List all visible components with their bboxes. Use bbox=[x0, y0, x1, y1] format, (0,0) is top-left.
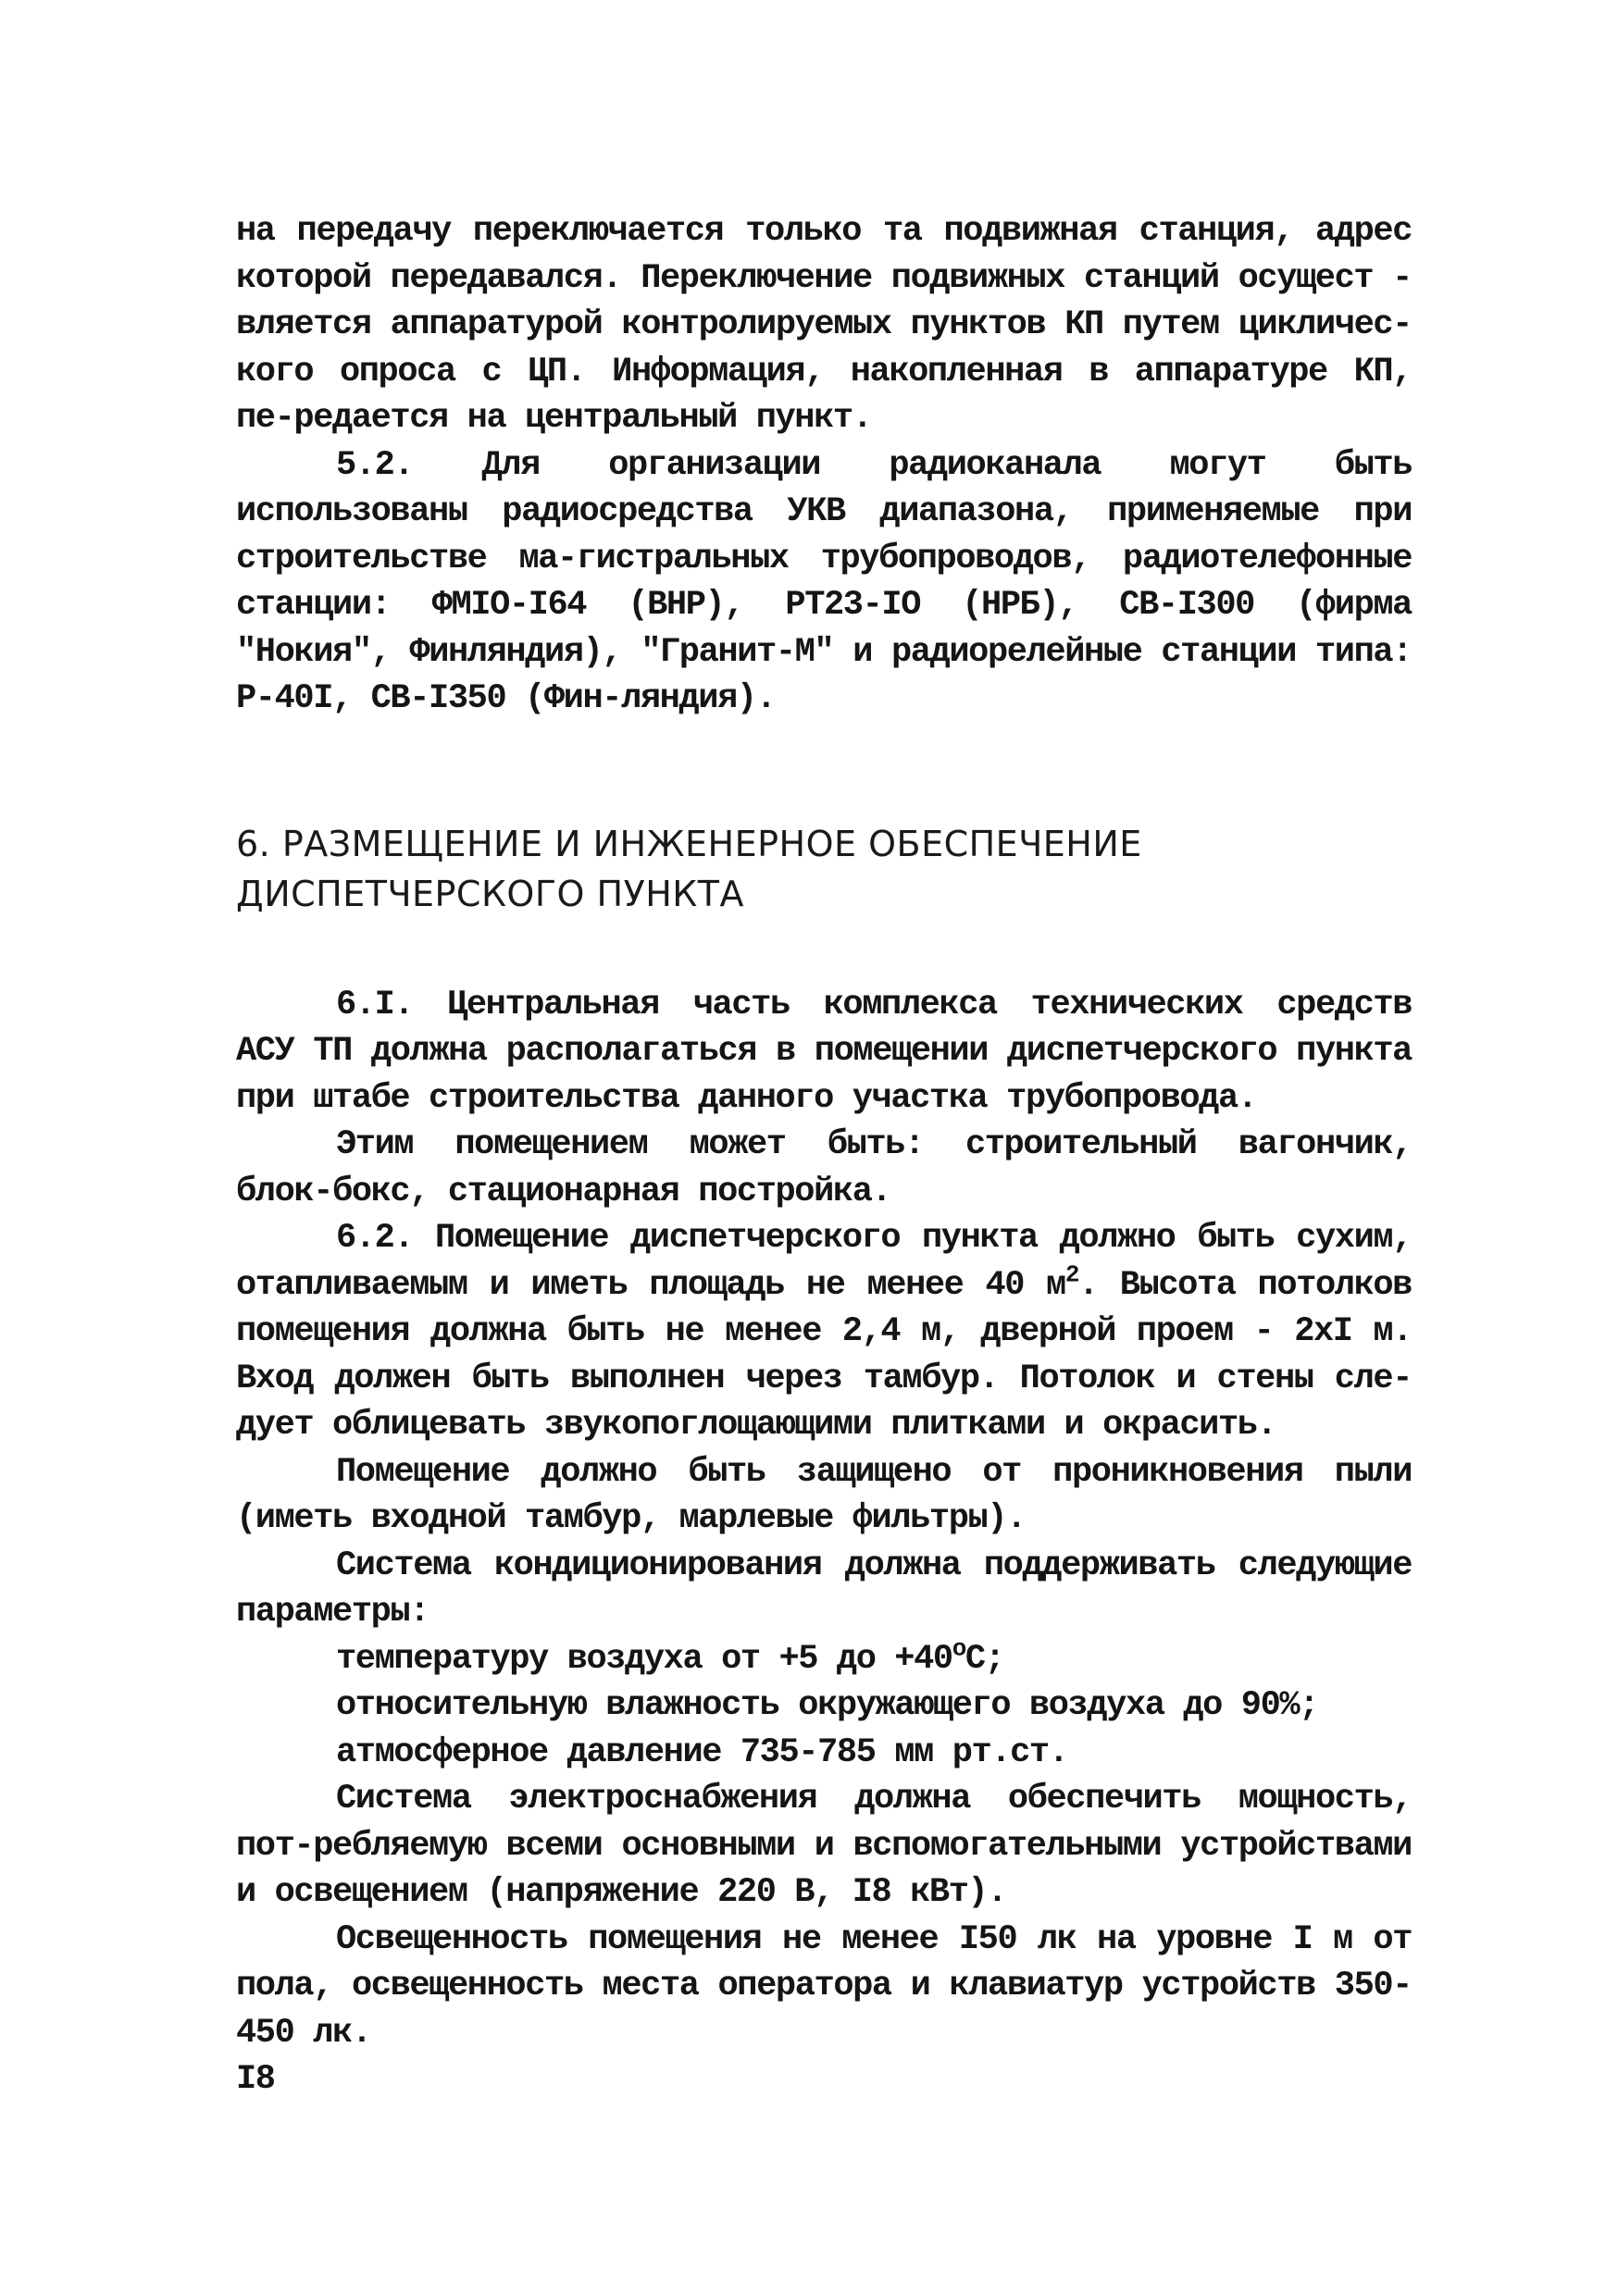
temperature-unit: С; bbox=[965, 1639, 1004, 1679]
paragraph-6-2-part-1: 6.2. Помещение диспетчерского пункта должно быть сухим, отапливаемым и иметь площадь не менее 40 м bbox=[236, 1219, 1412, 1305]
section-6-heading-line-1: 6. РАЗМЕЩЕНИЕ И ИНЖЕНЕРНОЕ ОБЕСПЕЧЕНИЕ bbox=[236, 823, 1142, 864]
section-6-heading-line-2: ДИСПЕТЧЕРСКОГО ПУНКТА bbox=[236, 873, 744, 914]
degree-superscript: о bbox=[952, 1634, 965, 1663]
section-6-heading bbox=[236, 819, 1412, 919]
paragraph-6-1-premises: Этим помещением может быть: строительный вагончик, блок-бокс, стационарная постройка. bbox=[236, 1125, 1412, 1211]
paragraph-power-supply: Система электроснабжения должна обеспечить мощность, пот-ребляемую всеми основными и вспомогательными устройствами и освещением (напряжение 220 В, I8 кВт). bbox=[236, 1780, 1412, 1912]
section-5-body bbox=[236, 208, 1412, 723]
paragraph-6-1: 6.I. Центральная часть комплекса технических средств АСУ ТП должна располагаться в помещении диспетчерского пункта при штабе строительства данного участка трубопровода. bbox=[236, 985, 1412, 1118]
page-number: I8 bbox=[236, 2060, 275, 2099]
paragraph-5-1-continuation: на передачу переключается только та подвижная станция, адрес которой передавался. Переключение подвижных станций осущест - вляется аппаратурой контролируемых пунктов КП путем цикличес-кого опроса с ЦП. Информация, накопленная в аппаратуре КП, пе-редается на центральный пункт. bbox=[236, 212, 1412, 438]
section-6-body bbox=[236, 982, 1412, 2104]
list-item-pressure: атмосферное давление 735-785 мм рт.ст. bbox=[336, 1732, 1068, 1772]
paragraph-6-2 bbox=[236, 1215, 1412, 1449]
list-item-temperature bbox=[236, 1636, 1412, 1683]
document-page bbox=[236, 208, 1412, 2104]
square-superscript: 2 bbox=[1064, 1260, 1079, 1289]
paragraph-lighting: Освещенность помещения не менее I50 лк на уровне I м от пола, освещенность места оператора и клавиатур устройств 350-450 лк. bbox=[236, 1919, 1412, 2053]
paragraph-5-2: 5.2. Для организации радиоканала могут быть использованы радиосредства УКВ диапазона, применяемые при строительстве ма-гистральных трубопроводов, радиотелефонные станции: ФМIО-I64 (ВНР), РТ23-IО (НРБ), СВ-I300 (фирма "Нокия", Финляндия), "Гранит-М" и радиорелейные станции типа: Р-40I, СВ-I350 (Фин-ляндия). bbox=[236, 445, 1412, 718]
temperature-text: температуру воздуха от +5 до +40 bbox=[336, 1639, 952, 1679]
list-item-humidity: относительную влажность окружающего воздуха до 90%; bbox=[336, 1686, 1318, 1725]
paragraph-6-2-part-2: . Высота потолков помещения должна быть не менее 2,4 м, дверной проем - 2хI м. Вход должен быть выполнен через тамбур. Потолок и стены сле-дует облицевать звукопоглощающими плитками и окрасить. bbox=[236, 1265, 1412, 1445]
paragraph-dust-protection: Помещение должно быть защищено от проникновения пыли (иметь входной тамбур, марлевые фильтры). bbox=[236, 1452, 1412, 1538]
paragraph-air-conditioning: Система кондиционирования должна поддерживать следующие параметры: bbox=[236, 1545, 1412, 1632]
